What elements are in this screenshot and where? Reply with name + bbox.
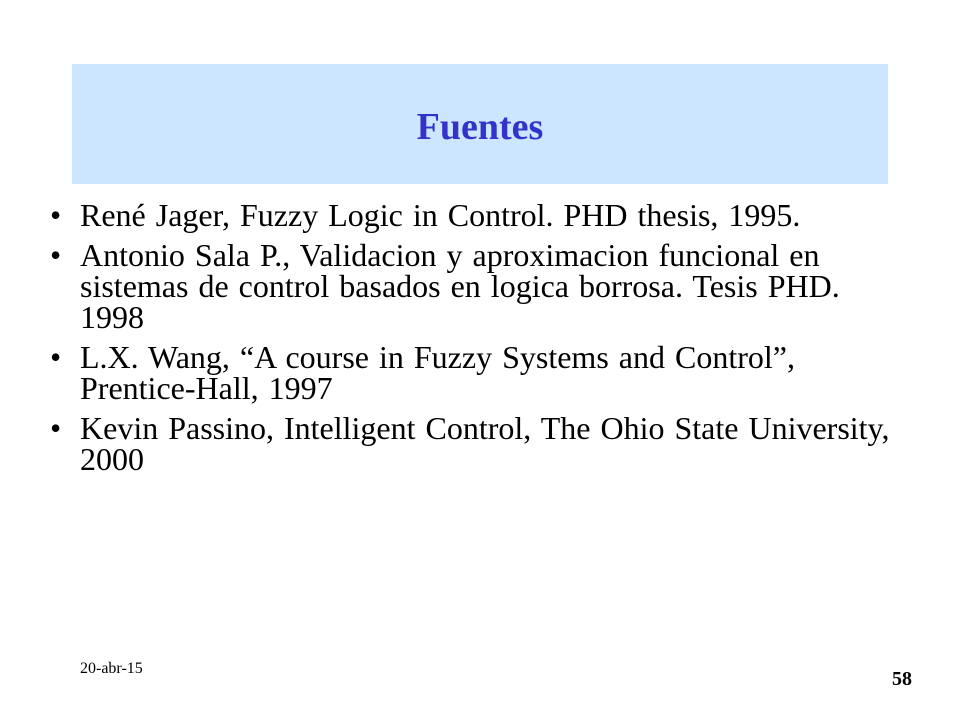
reference-item <box>50 197 910 233</box>
reference-text: René Jager, Fuzzy Logic in Control. PHD thesis, 1995. <box>80 197 801 233</box>
reference-text: Antonio Sala P., Validacion y aproximacion funcional en sistemas de control basados en logica borrosa. Tesis PHD. 1998 <box>80 237 840 335</box>
reference-text: L.X. Wang, “A course in Fuzzy Systems and Control”, Prentice-Hall, 1997 <box>80 339 795 406</box>
reference-item <box>50 410 910 477</box>
bullet-icon: • <box>50 339 62 375</box>
slide-title: Fuentes <box>416 106 544 148</box>
reference-text: Kevin Passino, Intelligent Control, The Ohio State University, 2000 <box>80 410 890 477</box>
page-number: 58 <box>892 668 912 690</box>
title-band <box>72 64 888 184</box>
reference-item <box>50 339 910 406</box>
reference-item <box>50 237 910 335</box>
reference-list <box>50 197 910 484</box>
bullet-icon: • <box>50 410 62 446</box>
bullet-icon: • <box>50 197 62 233</box>
bullet-icon: • <box>50 237 62 273</box>
footer-date: 20-abr-15 <box>80 660 143 677</box>
